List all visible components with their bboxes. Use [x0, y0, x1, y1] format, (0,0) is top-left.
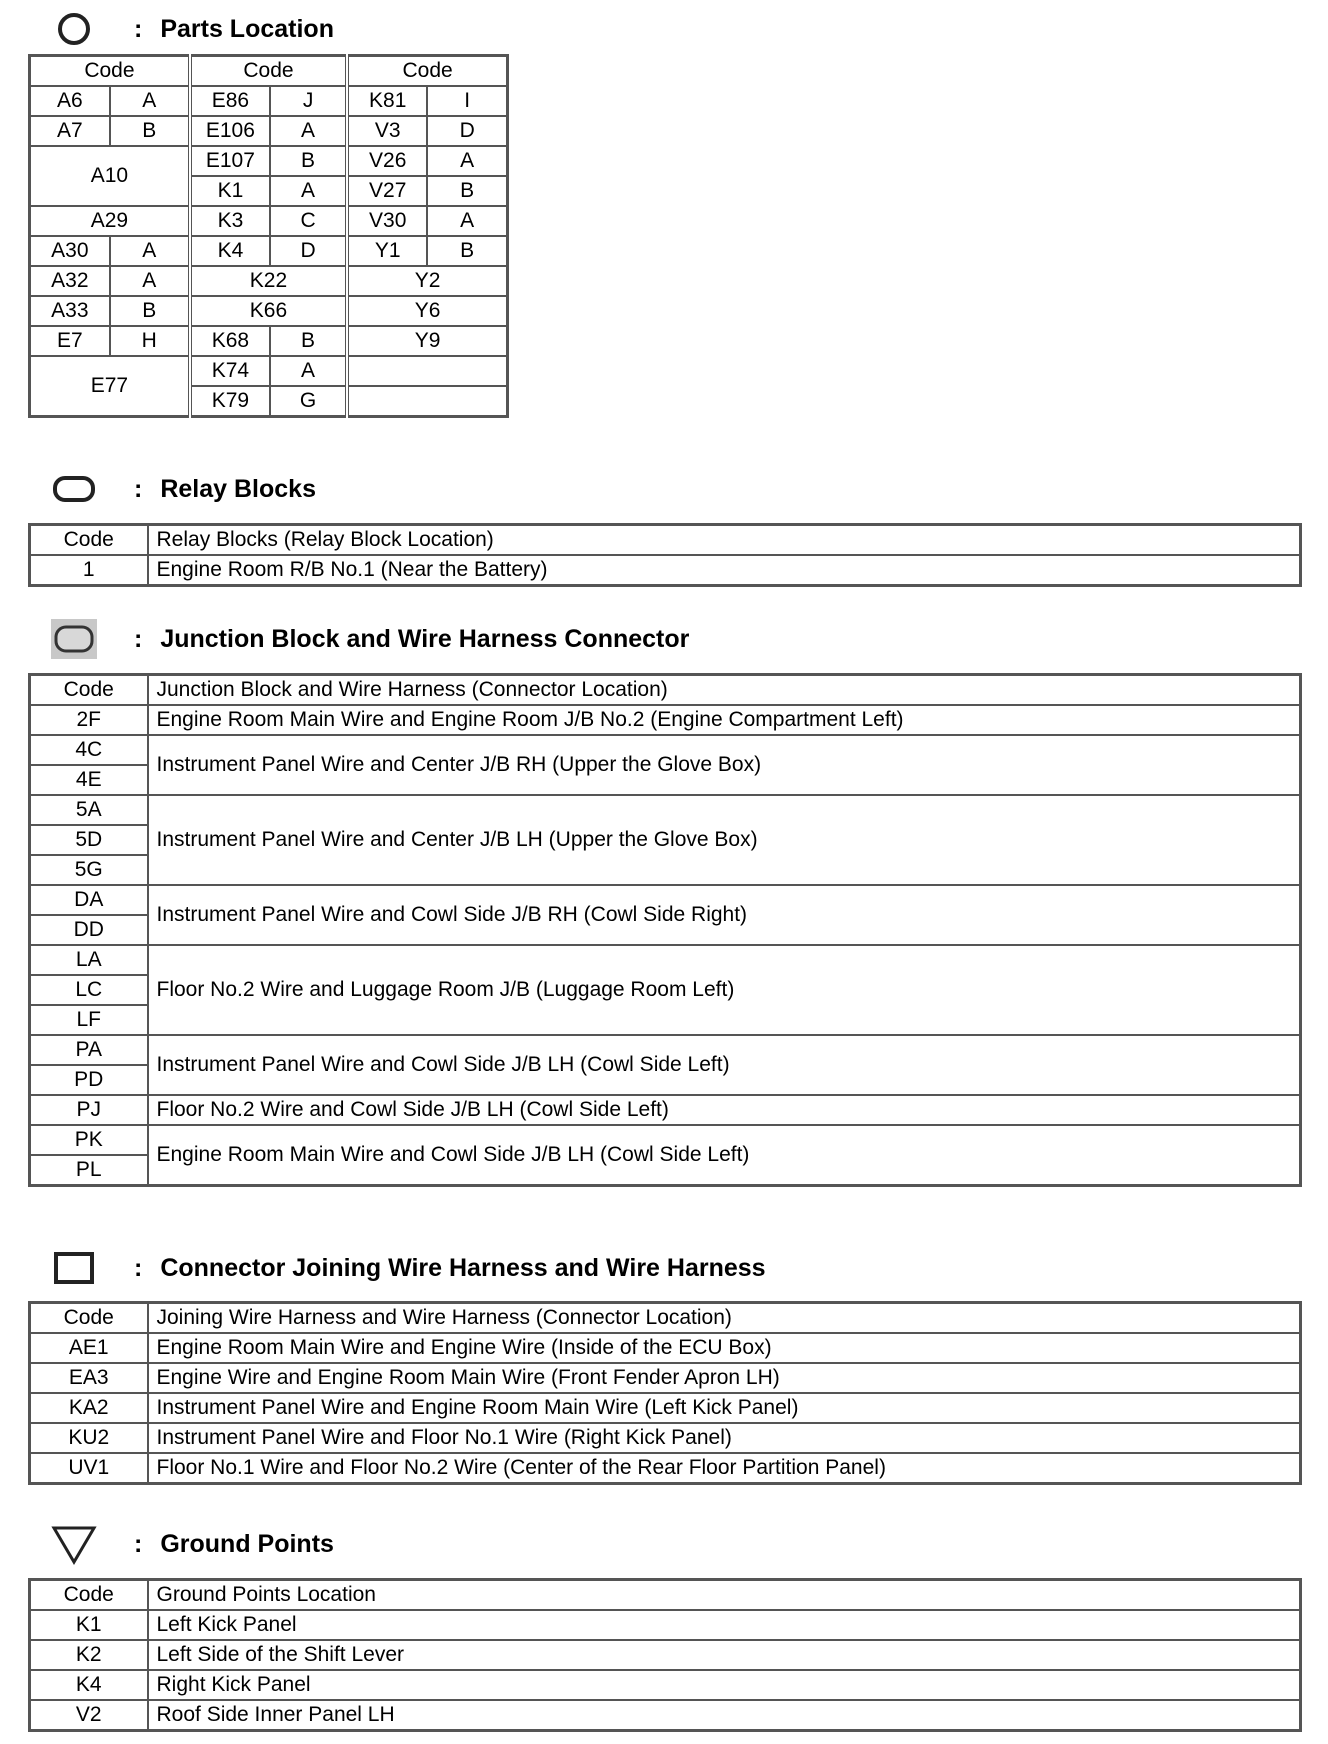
code-cell: LF — [30, 1005, 148, 1035]
code-cell: LA — [30, 945, 148, 975]
table-row — [30, 885, 1301, 915]
location-cell: Engine Room Main Wire and Cowl Side J/B LH (Cowl Side Left) — [148, 1125, 1301, 1186]
relay-blocks-table — [28, 523, 1302, 587]
table-row — [30, 1670, 1301, 1700]
location-cell: I — [427, 86, 507, 116]
code-cell: E86 — [190, 86, 270, 116]
column-header: Code — [30, 56, 190, 87]
location-cell: Floor No.2 Wire and Luggage Room J/B (Luggage Room Left) — [148, 945, 1301, 1035]
code-cell: PJ — [30, 1095, 148, 1125]
code-cell: A29 — [30, 206, 190, 236]
code-cell: PK — [30, 1125, 148, 1155]
location-cell: B — [427, 176, 507, 206]
code-cell: LC — [30, 975, 148, 1005]
code-cell: 4E — [30, 765, 148, 795]
table-row — [30, 236, 508, 266]
location-cell: B — [270, 326, 347, 356]
table-header-row — [30, 675, 1301, 706]
location-cell: A — [110, 236, 190, 266]
location-cell: Engine Wire and Engine Room Main Wire (Front Fender Apron LH) — [148, 1363, 1301, 1393]
heading-colon: : — [134, 1253, 143, 1282]
column-header: Code — [30, 1303, 148, 1334]
table-header-row — [30, 525, 1301, 556]
code-cell: E7 — [30, 326, 110, 356]
code-cell: A32 — [30, 266, 110, 296]
location-cell: Floor No.2 Wire and Cowl Side J/B LH (Cowl Side Left) — [148, 1095, 1301, 1125]
table-row — [30, 1095, 1301, 1125]
ground-points-heading — [50, 1522, 334, 1566]
location-cell: Instrument Panel Wire and Center J/B RH (Upper the Glove Box) — [148, 735, 1301, 795]
table-header-row — [30, 1580, 1301, 1611]
location-cell: C — [270, 206, 347, 236]
table-row — [30, 945, 1301, 975]
heading-colon: : — [134, 624, 143, 653]
code-cell: V30 — [347, 206, 427, 236]
code-cell: 5D — [30, 825, 148, 855]
code-cell: Y2 — [347, 266, 507, 296]
column-header: Code — [30, 525, 148, 556]
table-row — [30, 735, 1301, 765]
circle-icon — [50, 7, 98, 51]
location-cell: A — [270, 176, 347, 206]
column-header: Code — [347, 56, 507, 87]
parts-location-heading — [50, 7, 334, 51]
location-cell: G — [270, 386, 347, 417]
column-header: Junction Block and Wire Harness (Connector Location) — [148, 675, 1301, 706]
location-cell: Floor No.1 Wire and Floor No.2 Wire (Center of the Rear Floor Partition Panel) — [148, 1453, 1301, 1484]
ground-points-title: Ground Points — [160, 1529, 334, 1558]
column-header: Relay Blocks (Relay Block Location) — [148, 525, 1301, 556]
empty-cell — [347, 386, 507, 417]
location-cell: Instrument Panel Wire and Cowl Side J/B RH (Cowl Side Right) — [148, 885, 1301, 945]
code-cell: V2 — [30, 1700, 148, 1731]
location-cell: A — [270, 116, 347, 146]
code-cell: K4 — [190, 236, 270, 266]
junction-block-heading — [50, 617, 689, 661]
code-cell: 1 — [30, 555, 148, 586]
code-cell: Y9 — [347, 326, 507, 356]
location-cell: Instrument Panel Wire and Engine Room Main Wire (Left Kick Panel) — [148, 1393, 1301, 1423]
code-cell: K3 — [190, 206, 270, 236]
location-cell: A — [110, 266, 190, 296]
heading-colon: : — [134, 14, 143, 43]
location-cell: Right Kick Panel — [148, 1670, 1301, 1700]
location-cell: B — [427, 236, 507, 266]
code-cell: V26 — [347, 146, 427, 176]
location-cell: A — [270, 356, 347, 386]
table-row — [30, 326, 508, 356]
code-cell: UV1 — [30, 1453, 148, 1484]
table-row — [30, 86, 508, 116]
code-cell: K68 — [190, 326, 270, 356]
table-row — [30, 116, 508, 146]
code-cell: KA2 — [30, 1393, 148, 1423]
code-cell: KU2 — [30, 1423, 148, 1453]
code-cell: 5A — [30, 795, 148, 825]
junction-block-table — [28, 673, 1302, 1187]
location-cell: J — [270, 86, 347, 116]
table-row — [30, 1125, 1301, 1155]
table-row — [30, 795, 1301, 825]
ground-points-table — [28, 1578, 1302, 1732]
table-row — [30, 1610, 1301, 1640]
column-header: Code — [190, 56, 347, 87]
code-cell: K74 — [190, 356, 270, 386]
code-cell: K4 — [30, 1670, 148, 1700]
heading-colon: : — [134, 474, 143, 503]
table-row — [30, 1700, 1301, 1731]
code-cell: K66 — [190, 296, 347, 326]
shaded-rounded-rect-icon — [50, 617, 98, 661]
table-row — [30, 1363, 1301, 1393]
table-row — [30, 1453, 1301, 1484]
code-cell: 5G — [30, 855, 148, 885]
code-cell: 4C — [30, 735, 148, 765]
location-cell: Instrument Panel Wire and Center J/B LH (Upper the Glove Box) — [148, 795, 1301, 885]
location-cell: D — [270, 236, 347, 266]
code-cell: Y6 — [347, 296, 507, 326]
code-cell: V27 — [347, 176, 427, 206]
empty-cell — [347, 356, 507, 386]
location-cell: Instrument Panel Wire and Floor No.1 Wire (Right Kick Panel) — [148, 1423, 1301, 1453]
table-row — [30, 1333, 1301, 1363]
code-cell: A6 — [30, 86, 110, 116]
junction-block-title: Junction Block and Wire Harness Connector — [160, 624, 690, 653]
location-cell: B — [110, 296, 190, 326]
code-cell: E107 — [190, 146, 270, 176]
table-row — [30, 296, 508, 326]
connector-title: Connector Joining Wire Harness and Wire Harness — [160, 1253, 766, 1282]
code-cell: 2F — [30, 705, 148, 735]
location-cell: A — [110, 86, 190, 116]
code-cell: PD — [30, 1065, 148, 1095]
column-header: Joining Wire Harness and Wire Harness (Connector Location) — [148, 1303, 1301, 1334]
location-cell: Roof Side Inner Panel LH — [148, 1700, 1301, 1731]
connector-heading — [50, 1246, 766, 1290]
code-cell: DA — [30, 885, 148, 915]
square-icon — [50, 1246, 98, 1290]
table-header-row — [30, 56, 508, 87]
location-cell: B — [110, 116, 190, 146]
column-header: Ground Points Location — [148, 1580, 1301, 1611]
triangle-down-icon — [50, 1522, 98, 1566]
code-cell: K1 — [30, 1610, 148, 1640]
code-cell: E77 — [30, 356, 190, 417]
relay-blocks-heading — [50, 467, 316, 511]
table-row — [30, 266, 508, 296]
code-cell: K1 — [190, 176, 270, 206]
table-row — [30, 1035, 1301, 1065]
code-cell: A33 — [30, 296, 110, 326]
code-cell: EA3 — [30, 1363, 148, 1393]
table-header-row — [30, 1303, 1301, 1334]
location-cell: B — [270, 146, 347, 176]
code-cell: AE1 — [30, 1333, 148, 1363]
code-cell: V3 — [347, 116, 427, 146]
parts-location-table — [28, 54, 509, 418]
table-row — [30, 555, 1301, 586]
relay-blocks-title: Relay Blocks — [160, 474, 316, 503]
table-row — [30, 146, 508, 176]
code-cell: A7 — [30, 116, 110, 146]
location-cell: Left Kick Panel — [148, 1610, 1301, 1640]
rounded-rect-icon — [50, 467, 98, 511]
parts-location-title: Parts Location — [160, 14, 334, 43]
code-cell: DD — [30, 915, 148, 945]
table-row — [30, 1640, 1301, 1670]
heading-colon: : — [134, 1529, 143, 1558]
connector-table — [28, 1301, 1302, 1485]
location-cell: H — [110, 326, 190, 356]
code-cell: Y1 — [347, 236, 427, 266]
code-cell: K22 — [190, 266, 347, 296]
code-cell: A30 — [30, 236, 110, 266]
table-row — [30, 1423, 1301, 1453]
location-cell: D — [427, 116, 507, 146]
code-cell: PL — [30, 1155, 148, 1186]
code-cell: PA — [30, 1035, 148, 1065]
column-header: Code — [30, 675, 148, 706]
code-cell: A10 — [30, 146, 190, 206]
table-row — [30, 705, 1301, 735]
location-cell: A — [427, 146, 507, 176]
location-cell: Engine Room R/B No.1 (Near the Battery) — [148, 555, 1301, 586]
code-cell: K81 — [347, 86, 427, 116]
location-cell: A — [427, 206, 507, 236]
location-cell: Engine Room Main Wire and Engine Room J/B No.2 (Engine Compartment Left) — [148, 705, 1301, 735]
location-cell: Left Side of the Shift Lever — [148, 1640, 1301, 1670]
location-cell: Instrument Panel Wire and Cowl Side J/B LH (Cowl Side Left) — [148, 1035, 1301, 1095]
location-cell: Engine Room Main Wire and Engine Wire (Inside of the ECU Box) — [148, 1333, 1301, 1363]
code-cell: E106 — [190, 116, 270, 146]
code-cell: K79 — [190, 386, 270, 417]
table-row — [30, 206, 508, 236]
code-cell: K2 — [30, 1640, 148, 1670]
column-header: Code — [30, 1580, 148, 1611]
table-row — [30, 1393, 1301, 1423]
table-row — [30, 356, 508, 386]
